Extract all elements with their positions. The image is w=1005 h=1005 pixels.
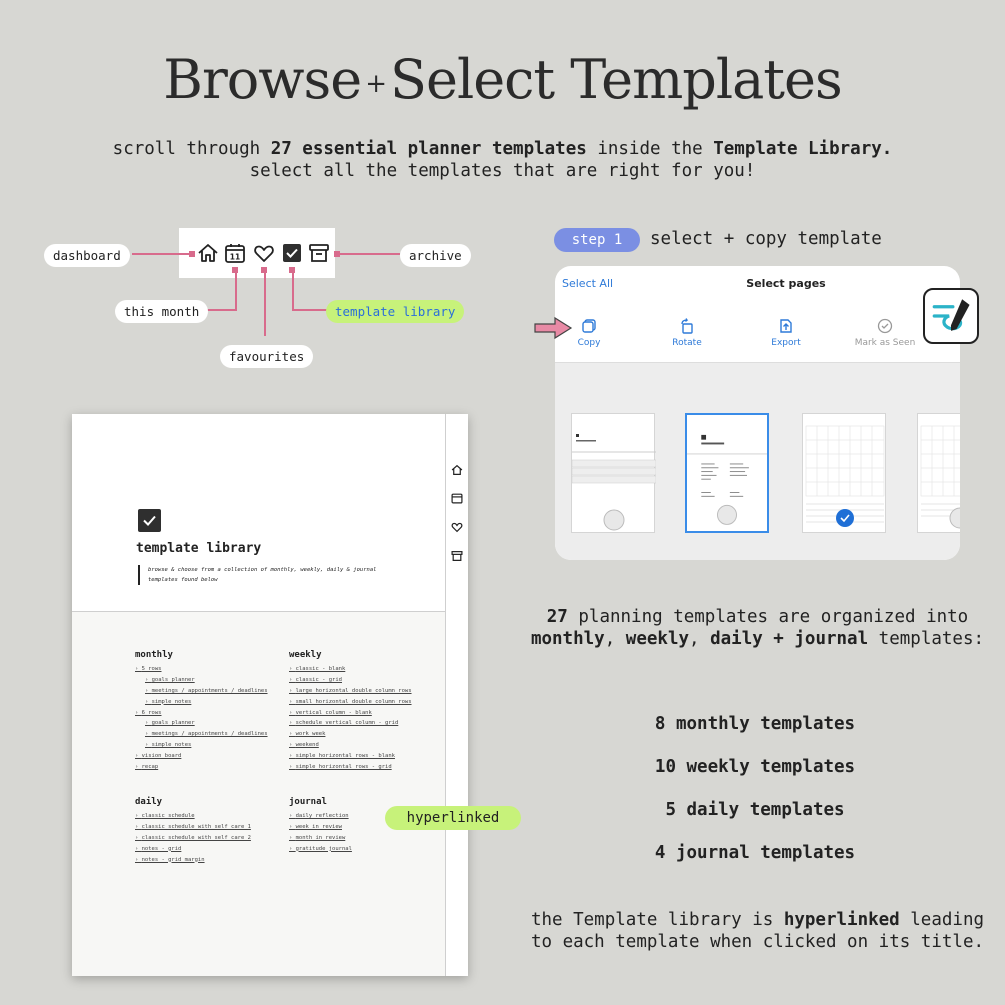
template-link[interactable]: › week in review xyxy=(289,822,352,833)
connector-line xyxy=(338,253,400,255)
planner-page xyxy=(72,414,468,976)
checkbox-icon xyxy=(138,509,161,532)
template-link[interactable]: › notes - grid xyxy=(135,844,251,855)
template-link[interactable]: › simple horizontal rows - blank xyxy=(289,751,412,762)
divider xyxy=(555,362,960,363)
stats-outro: the Template library is hyperlinked leading to each template when clicked on its title. xyxy=(530,910,985,952)
hyperlinked-badge: hyperlinked xyxy=(385,806,521,830)
template-library-label: template library xyxy=(326,300,464,323)
template-link[interactable]: › classic - blank xyxy=(289,664,412,675)
template-link[interactable]: › recap xyxy=(135,762,268,773)
app-logo-icon xyxy=(923,288,979,344)
weekly-section: weekly › classic - blank › classic - grid › large horizontal double column rows › small horizontal double column rows › vertical column - blank › schedule vertical column - grid › work week › weekend › simple horizontal rows - blank › simple horizontal rows - grid xyxy=(289,650,412,773)
stats-intro: 27 planning templates are organized into monthly, weekly, daily + journal templates: xyxy=(530,607,985,649)
connector-line xyxy=(292,309,328,311)
template-link[interactable]: › large horizontal double column rows xyxy=(289,686,412,697)
template-link[interactable]: › classic schedule xyxy=(135,811,251,822)
connector-line xyxy=(264,270,266,336)
template-link[interactable]: › simple horizontal rows - grid xyxy=(289,762,412,773)
template-link[interactable]: › vertical column - blank xyxy=(289,708,412,719)
page-thumbnail[interactable] xyxy=(571,413,655,533)
connector-line xyxy=(204,309,237,311)
template-link[interactable]: › classic schedule with self care 2 xyxy=(135,833,251,844)
archive-label: archive xyxy=(400,244,471,267)
home-icon[interactable] xyxy=(451,464,463,476)
nav-bar xyxy=(179,228,335,278)
export-button[interactable]: Export xyxy=(746,318,826,348)
journal-section: journal › daily reflection › week in review › month in review › gratitude journal xyxy=(289,797,352,855)
calendar-icon[interactable] xyxy=(224,242,246,264)
heart-icon[interactable] xyxy=(253,242,275,264)
template-link[interactable]: › meetings / appointments / deadlines xyxy=(135,729,268,740)
page-thumbnail[interactable] xyxy=(802,413,886,533)
template-link[interactable]: › vision board xyxy=(135,751,268,762)
page-thumbnail-selected[interactable] xyxy=(685,413,769,533)
stat-monthly: 8 monthly templates xyxy=(654,714,856,734)
template-link[interactable]: › daily reflection xyxy=(289,811,352,822)
template-link[interactable]: › simple notes xyxy=(135,740,268,751)
page-thumbnail[interactable] xyxy=(917,413,960,533)
connector-dot xyxy=(189,251,195,257)
template-library-description: browse & choose from a collection of monthly, weekly, daily & journal templates found below xyxy=(138,565,378,585)
template-link[interactable]: › goals planner xyxy=(135,718,268,729)
svg-text:11: 11 xyxy=(229,252,241,262)
check-circle-icon xyxy=(877,318,893,334)
template-link[interactable]: › gratitude journal xyxy=(289,844,352,855)
archive-icon[interactable] xyxy=(308,242,330,264)
template-link[interactable]: › 6 rows xyxy=(135,708,268,719)
template-link[interactable]: › goals planner xyxy=(135,675,268,686)
select-pages-title: Select pages xyxy=(746,277,826,290)
dashboard-label: dashboard xyxy=(44,244,130,267)
rotate-icon xyxy=(679,318,695,334)
stat-journal: 4 journal templates xyxy=(654,843,856,863)
template-link[interactable]: › classic schedule with self care 1 xyxy=(135,822,251,833)
daily-section: daily › classic schedule › classic schedule with self care 1 › classic schedule with self care 2 › notes - grid › notes - grid margin xyxy=(135,797,251,865)
export-icon xyxy=(778,318,794,334)
template-link[interactable]: › small horizontal double column rows xyxy=(289,697,412,708)
step-badge: step 1 xyxy=(554,228,640,252)
intro-text: scroll through 27 essential planner templates inside the Template Library. select all the templates that are right for you! xyxy=(112,139,893,181)
connector-dot xyxy=(334,251,340,257)
pointer-arrow-icon xyxy=(533,316,573,340)
template-library-title: template library xyxy=(136,541,262,556)
planner-sidebar xyxy=(445,414,468,976)
template-link[interactable]: › meetings / appointments / deadlines xyxy=(135,686,268,697)
stat-weekly: 10 weekly templates xyxy=(654,757,856,777)
favourites-label: favourites xyxy=(220,345,313,368)
copy-button[interactable]: Copy xyxy=(555,318,629,348)
heart-icon[interactable] xyxy=(451,521,463,533)
template-link[interactable]: › classic - grid xyxy=(289,675,412,686)
ipad-screen xyxy=(555,266,960,560)
connector-line xyxy=(292,270,294,310)
thumbnail-grid xyxy=(555,363,960,560)
home-icon[interactable] xyxy=(197,242,219,264)
page-title: Browse +Select Templates xyxy=(163,48,842,111)
stat-daily: 5 daily templates xyxy=(665,800,845,820)
template-link[interactable]: › weekend xyxy=(289,740,412,751)
template-link[interactable]: › work week xyxy=(289,729,412,740)
connector-line xyxy=(132,253,192,255)
template-link[interactable]: › 5 rows xyxy=(135,664,268,675)
template-link[interactable]: › month in review xyxy=(289,833,352,844)
template-link[interactable]: › notes - grid margin xyxy=(135,855,251,866)
planner-header xyxy=(72,414,445,612)
checkbox-icon[interactable] xyxy=(281,242,303,264)
template-link[interactable]: › schedule vertical column - grid xyxy=(289,718,412,729)
connector-line xyxy=(235,270,237,310)
calendar-icon[interactable] xyxy=(451,492,463,504)
this-month-label: this month xyxy=(115,300,208,323)
monthly-section: monthly › 5 rows › goals planner › meetings / appointments / deadlines › simple notes › 6 rows › goals planner › meetings / appointments / deadlines › simple notes › vision board › recap xyxy=(135,650,268,773)
rotate-button[interactable]: Rotate xyxy=(647,318,727,348)
step-text: select + copy template xyxy=(650,229,882,249)
mark-as-seen-button[interactable]: Mark as Seen xyxy=(845,318,925,348)
select-all-button[interactable]: Select All xyxy=(562,277,614,290)
copy-icon xyxy=(581,318,597,334)
template-link[interactable]: › simple notes xyxy=(135,697,268,708)
archive-icon[interactable] xyxy=(451,550,463,562)
